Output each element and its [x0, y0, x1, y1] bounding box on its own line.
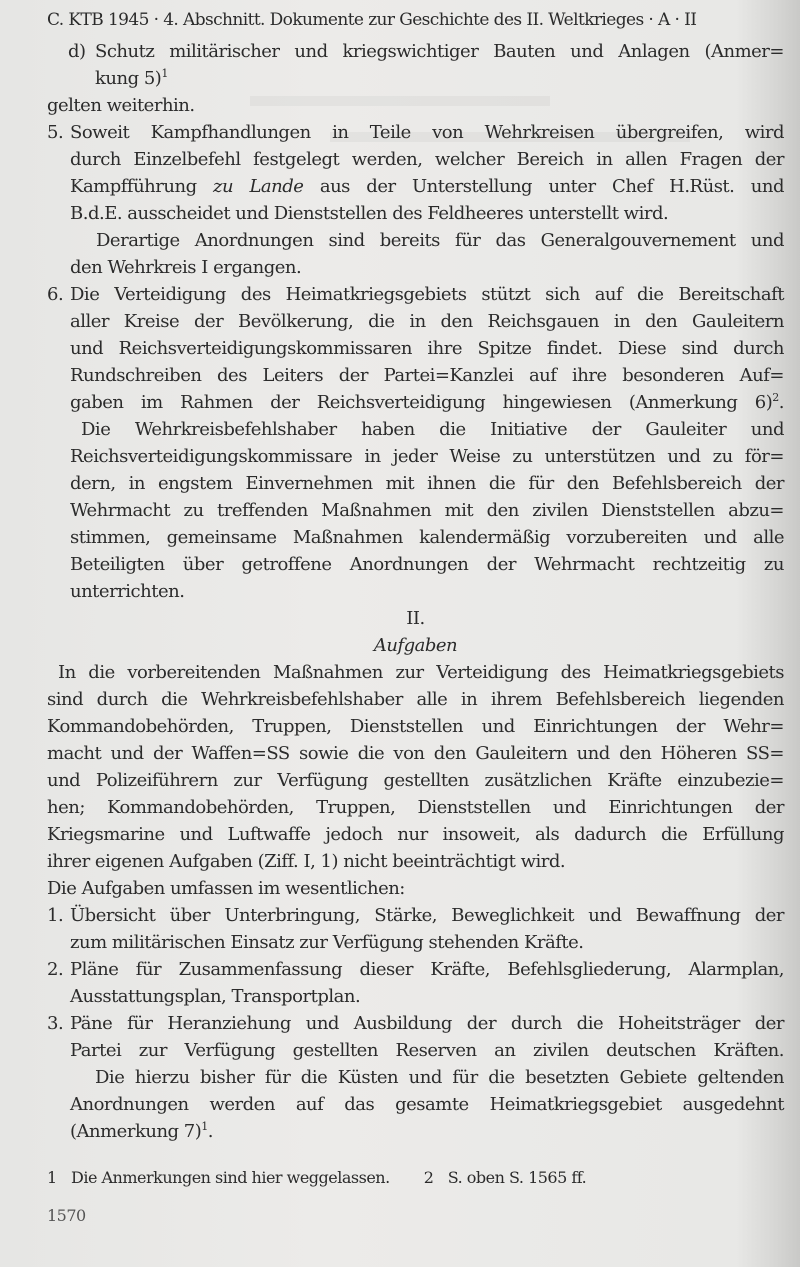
item-5-text: Soweit Kampfhandlungen in Teile von Wehrkreisen übergreifen, wird — [70, 122, 784, 143]
task-label: 1. — [47, 905, 64, 926]
section-numeral: II. — [406, 608, 425, 629]
task-item-cont — [47, 1037, 784, 1064]
item-d-block — [47, 38, 784, 119]
item-6-para2-line — [47, 416, 784, 443]
tasks-list — [47, 902, 784, 1145]
tasks-intro: Die Aufgaben umfassen im wesentlichen: — [47, 878, 405, 899]
item-5-line — [47, 146, 784, 173]
intro-text: hen; Kommandobehörden, Truppen, Dienststellen und Einrichtungen der — [47, 797, 784, 818]
item-5-text: Derartige Anordnungen sind bereits für das Generalgouvernement und — [96, 230, 784, 251]
item-6-para2-line — [47, 443, 784, 470]
intro-text: sind durch die Wehrkreisbefehlshaber alle in ihrem Befehlsbereich liegenden — [47, 689, 784, 710]
item-6-block — [47, 281, 784, 605]
running-header: C. KTB 1945 · 4. Abschnitt. Dokumente zur Geschichte des II. Weltkrieges · A · II — [47, 10, 697, 30]
intro-line — [47, 821, 784, 848]
item-5-line — [47, 119, 784, 146]
footnote-2 — [424, 1167, 587, 1189]
footnotes — [47, 1167, 784, 1189]
item-6-text: Rundschreiben des Leiters der Partei=Kanzlei auf ihre besonderen Auf= — [70, 365, 784, 386]
item-5-text-part: Kampfführung — [70, 176, 213, 197]
intro-line — [47, 659, 784, 686]
item-6-text: aller Kreise der Bevölkerung, die in den Reichsgauen in den Gauleitern — [70, 311, 784, 332]
intro-line — [47, 794, 784, 821]
task-label: 2. — [47, 959, 64, 980]
closing-line: (Anmerkung 7)$^1$. — [70, 1120, 213, 1142]
intro-line — [47, 686, 784, 713]
item-5-text-part: aus der Unterstellung unter Chef H.Rüst. und — [303, 176, 784, 197]
item-6-text: stimmen, gemeinsame Maßnahmen kalendermäßig vorzubereiten und alle — [70, 527, 784, 548]
closing-line — [47, 1091, 784, 1118]
item-6-text: gaben im Rahmen der Reichsverteidigung hingewiesen (Anmerkung 6)$^2$. — [70, 391, 784, 413]
item-6-line — [47, 389, 784, 416]
task-text: Pläne für Zusammenfassung dieser Kräfte, Befehlsgliederung, Alarmplan, — [70, 959, 784, 980]
task-item — [47, 902, 784, 929]
footnote-ref: 1 — [161, 67, 168, 80]
task-item — [47, 956, 784, 983]
section-ii-intro — [47, 659, 784, 902]
item-5-para2-line: den Wehrkreis I ergangen. — [70, 257, 302, 278]
intro-text: und Polizeiführern zur Verfügung gestellten zusätzlichen Kräfte einzubezie= — [47, 770, 784, 791]
item-6-line — [47, 335, 784, 362]
item-d-label: d) — [68, 41, 86, 62]
footnote-number: 2 — [423, 1168, 434, 1187]
task-item — [47, 1010, 784, 1037]
intro-line — [47, 713, 784, 740]
item-6-text-part: gaben im Rahmen der Reichsverteidigung hingewiesen (Anmerkung 6) — [70, 392, 773, 413]
item-6-text: Reichsverteidigungskommissare in jeder Weise zu unterstützen und zu för= — [70, 446, 784, 467]
item-6-line — [47, 362, 784, 389]
closing-text: (Anmerkung 7) — [70, 1121, 202, 1142]
page-number: 1570 — [47, 1206, 86, 1225]
item-6-label: 6. — [47, 284, 64, 305]
item-6-text: Wehrmacht zu treffenden Maßnahmen mit den zivilen Dienststellen abzu= — [70, 500, 784, 521]
intro-text: macht und der Waffen=SS sowie die von den Gauleitern und den Höheren SS= — [47, 743, 784, 764]
section-heading — [47, 605, 784, 659]
item-5-line: B.d.E. ausscheidet und Dienststellen des Feldheeres unterstellt wird. — [70, 203, 669, 224]
section-title: Aufgaben — [373, 635, 458, 656]
item-5-para2-line — [47, 227, 784, 254]
item-6-para2-line — [47, 470, 784, 497]
intro-text: Kommandobehörden, Truppen, Dienststellen und Einrichtungen der Wehr= — [47, 716, 784, 737]
closing-line — [47, 1064, 784, 1091]
intro-line: ihrer eigenen Aufgaben (Ziff. I, 1) nicht beeinträchtigt wird. — [47, 851, 566, 872]
footnote-text: S. oben S. 1565 ff. — [447, 1168, 587, 1187]
intro-line — [47, 740, 784, 767]
intro-text: Kriegsmarine und Luftwaffe jedoch nur insoweit, als dadurch die Erfüllung — [47, 824, 784, 845]
item-d-line — [47, 38, 784, 65]
item-6-text: Beteiligten über getroffene Anordnungen der Wehrmacht rechtzeitig zu — [70, 554, 784, 575]
footnote-number: 1 — [47, 1168, 57, 1187]
item-6-text: und Reichsverteidigungskommissaren ihre Spitze findet. Diese sind durch — [70, 338, 784, 359]
item-d-line — [47, 65, 784, 92]
task-text: Päne für Heranziehung und Ausbildung der durch die Hoheitsträger der — [70, 1013, 784, 1034]
task-label: 3. — [47, 1013, 64, 1034]
item-6-text: Die Wehrkreisbefehlshaber haben die Initiative der Gauleiter und — [81, 419, 784, 440]
footnote-text: Die Anmerkungen sind hier weggelassen. — [71, 1168, 390, 1187]
item-5-block — [47, 119, 784, 281]
closing-text: Anordnungen werden auf das gesamte Heimatkriegsgebiet ausgedehnt — [70, 1094, 784, 1115]
task-text: Übersicht über Unterbringung, Stärke, Beweglichkeit und Bewaffnung der — [70, 905, 784, 926]
item-5-italic: zu Lande — [213, 176, 304, 197]
intro-line — [47, 767, 784, 794]
intro-text: In die vorbereitenden Maßnahmen zur Verteidigung des Heimatkriegsgebiets — [58, 662, 784, 683]
item-6-para2-line — [47, 497, 784, 524]
item-5-label: 5. — [47, 122, 64, 143]
item-6-para2-line: unterrichten. — [70, 581, 185, 602]
item-6-line — [47, 308, 784, 335]
item-6-line — [47, 281, 784, 308]
footnote-ref: 1 — [201, 1120, 208, 1133]
item-5-line — [47, 173, 784, 200]
item-6-para2-line — [47, 551, 784, 578]
item-5-text: durch Einzelbefehl festgelegt werden, welcher Bereich in allen Fragen der — [70, 149, 784, 170]
footnote-ref: 2 — [772, 391, 779, 404]
item-5-text — [70, 173, 784, 200]
item-6-text: dern, in engstem Einvernehmen mit ihnen die für den Befehlsbereich der — [70, 473, 784, 494]
task-item-cont: zum militärischen Einsatz zur Verfügung stehenden Kräfte. — [70, 932, 584, 953]
task-text: Partei zur Verfügung gestellten Reserven an zivilen deutschen Kräften. — [70, 1040, 784, 1061]
item-d-text: kung 5) — [95, 68, 162, 89]
footnote-1 — [47, 1167, 390, 1189]
item-d-text: Schutz militärischer und kriegswichtiger Bauten und Anlagen (Anmer= — [95, 41, 784, 62]
closing-line: gelten weiterhin. — [47, 95, 195, 116]
task-item-cont: Ausstattungsplan, Transportplan. — [70, 986, 361, 1007]
item-6-text: Die Verteidigung des Heimatkriegsgebiets stützt sich auf die Bereitschaft — [70, 284, 784, 305]
item-6-para2-line — [47, 524, 784, 551]
closing-text: Die hierzu bisher für die Küsten und für die besetzten Gebiete geltenden — [95, 1067, 784, 1088]
